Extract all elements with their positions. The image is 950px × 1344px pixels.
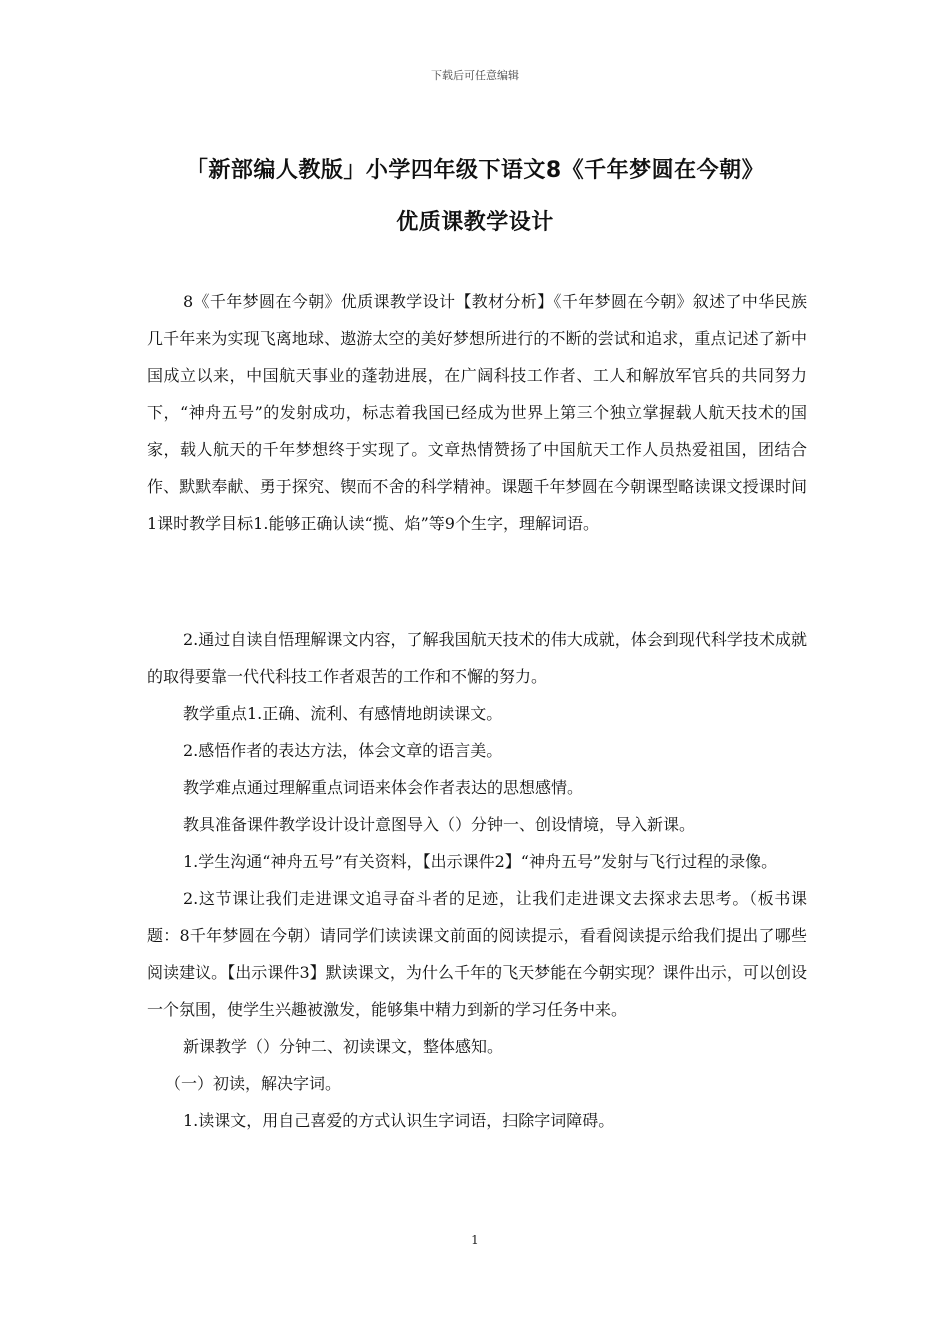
header-note: 下载后可任意编辑	[431, 69, 519, 82]
paragraph-objective-2: 2.通过自读自悟理解课文内容，了解我国航天技术的伟大成就，体会到现代科学技术成就的取得要靠一代代科技工作者艰苦的工作和不懈的努力。	[147, 630, 807, 686]
paragraph-step-1: 1.学生沟通“神舟五号”有关资料，【出示课件2】“神舟五号”发射与飞行过程的录像。	[183, 852, 778, 871]
paragraph-intro: 8《千年梦圆在今朝》优质课教学设计【教材分析】《千年梦圆在今朝》叙述了中华民族几千年来为实现飞离地球、遨游太空的美好梦想所进行的不断的尝试和追求，重点记述了新中国成立以来，中国航天事业的蓬勃进展，在广阔科技工作者、工人和解放军官兵的共同努力下，“神舟五号”的发射成功，标志着我国已经成为世界上第三个独立掌握载人航天技术的国家，载人航天的千年梦想终于实现了。文章热情赞扬了中国航天工作人员热爱祖国，团结合作、默默奉献、勇于探究、锲而不舍的科学精神。课题千年梦圆在今朝课型略读课文授课时间1课时教学目标1.能够正确认读“揽、焰”等9个生字，理解词语。	[147, 292, 807, 533]
paragraph-key-point-2: 2.感悟作者的表达方法，体会文章的语言美。	[183, 741, 503, 760]
document-title-line-2: 优质课教学设计	[396, 210, 554, 235]
paragraph-preparation: 教具准备课件教学设计设计意图导入（）分钟一、创设情境，导入新课。	[183, 815, 696, 834]
paragraph-sub-heading: （一）初读，解决字词。	[165, 1074, 342, 1093]
paragraph-step-2: 2.这节课让我们走进课文追寻奋斗者的足迹，让我们走进课文去探求去思考。（板书课题：8千年梦圆在今朝）请同学们读读课文前面的阅读提示，看看阅读提示给我们提出了哪些阅读建议。【出示课件3】默读课文，为什么千年的飞天梦能在今朝实现？课件出示，可以创设一个氛围，使学生兴趣被激发，能够集中精力到新的学习任务中来。	[147, 889, 807, 1019]
document-title-line-1: 「新部编人教版」小学四年级下语文8《千年梦圆在今朝》	[185, 158, 765, 183]
paragraph-key-point: 教学重点1.正确、流利、有感情地朗读课文。	[183, 704, 503, 723]
paragraph-read-text: 1.读课文，用自己喜爱的方式认识生字词语，扫除字词障碍。	[183, 1111, 615, 1130]
body-section-2	[147, 621, 807, 1139]
page-number: 1	[471, 1233, 479, 1247]
body-section-1	[147, 283, 807, 542]
paragraph-new-lesson: 新课教学（）分钟二、初读课文，整体感知。	[183, 1037, 504, 1056]
paragraph-difficulty: 教学难点通过理解重点词语来体会作者表达的思想感情。	[183, 778, 584, 797]
